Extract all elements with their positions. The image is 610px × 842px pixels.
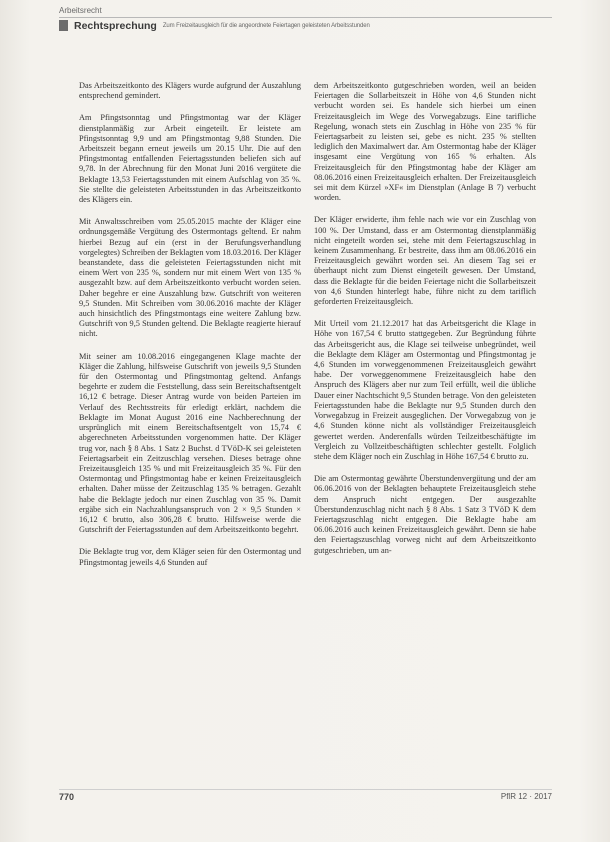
right-column bbox=[314, 81, 536, 568]
paragraph: Der Kläger erwiderte, ihm fehle nach wie vor ein Zuschlag von 100 %. Der Umstand, dass er am Ostermontag dienstplanmäßig nicht eingeteilt worden sei, stehe mit dem Feiertagszuschlag in keinem Zusammenhang. Er bestreite, dass ihm am 08.06.2016 ein Freizeitausgleich gewährt worden sei. An diesem Tag sei er überhaupt nicht zum Dienst eingeteilt gewesen. Der Umstand, dass die Beklagte für die beiden Feiertage nicht die Sollarbeitszeit von 4,6 Stunden hinterlegt habe, führe nicht zu dem tariflich geforderten Freizeitausgleich. bbox=[314, 215, 536, 307]
paragraph: Am Pfingstsonntag und Pfingstmontag war der Kläger dienstplanmäßig zur Arbeit eingeteilt. Er leistete am Pfingstsonntag 9,9 und am Pfingstmontag 9,88 Stunden. Die Arbeitszeit begann erneut jeweils um 20.15 Uhr. Die auf den Pfingstmontag entfallenden Feiertagsstunden beliefen sich auf 9,78. In der Abrechnung für den Monat Juni 2016 vergütete die Beklagte 13,53 Feiertagsstunden mit einem Aufschlag von 35 %. Sie stellte die geleisteten Arbeitsstunden in das Arbeitszeitkonto des Klägers ein. bbox=[79, 113, 301, 205]
footer-rule bbox=[59, 789, 552, 790]
header-rule bbox=[59, 17, 552, 18]
running-header bbox=[59, 19, 553, 32]
section-label: Arbeitsrecht bbox=[59, 6, 102, 15]
paragraph: Die am Ostermontag gewährte Überstundenvergütung und der am 06.06.2016 von der Beklagten behauptete Freizeitausgleich stehe dem Anspruch nicht entgegen. Der ausgezahlte Überstundenzuschlag nicht nach § 8 Abs. 1 Satz 3 TVöD K dem Feiertagszuschlag nicht entgegen. Die Beklagte habe am 06.06.2016 auch keinen Freizeitausgleich gewährt. Denn sie habe den Feiertagszuschlag vorweg nicht auf dem Arbeitszeitkonto gutgeschrieben, um an- bbox=[314, 474, 536, 555]
page-number: 770 bbox=[59, 792, 75, 802]
header-marker-square bbox=[59, 20, 68, 31]
left-column bbox=[79, 81, 301, 580]
paragraph: Das Arbeitszeitkonto des Klägers wurde aufgrund der Auszahlung entsprechend gemindert. bbox=[79, 81, 301, 101]
header-subtitle: Zum Freizeitausgleich für die angeordnete Feiertagen geleisteten Arbeitsstunden bbox=[162, 22, 370, 29]
paragraph: Mit Urteil vom 21.12.2017 hat das Arbeitsgericht die Klage in Höhe von 167,54 € brutto stattgegeben. Zur Begründung führte das Arbeitsgericht aus, die Klage sei teilweise unbegründet, weil die Beklagte dem Kläger am Ostermontag und Pfingstmontag je 4,6 Stunden im vorweggenommenen Freizeitausgleich gewährt habe. Der vorweggenommene Freizeitausgleich habe den Anspruch des Klägers aber nur zum Teil erfüllt, weil die übliche Dauer einer Nachtschicht 9,5 Stunden betrage. Von den geleisteten Feiertagsstunden habe die Beklagte nur 9,5 Stunden durch den Vorwegabzug in Freizeit ausgeglichen. Der Vorwegabzug von je 4,6 Stunden könne nicht als vollständiger Freizeitausgleich gewertet werden. Anderenfalls würden Teilzeitbeschäftigte im Vergleich zu Vollzeitbeschäftigten schlechter gestellt. Folglich stehe dem Kläger noch ein Zuschlag in Höhe 167,54 € brutto zu. bbox=[314, 319, 536, 461]
issue-label: PflR 12 · 2017 bbox=[500, 792, 552, 801]
paragraph: Die Beklagte trug vor, dem Kläger seien für den Ostermontag und Pfingstmontag jeweils 4,6 Stunden auf bbox=[79, 547, 301, 567]
paragraph: Mit Anwaltsschreiben vom 25.05.2015 machte der Kläger eine ordnungsgemäße Vergütung des Ostermontags geltend. Er nahm hierbei Bezug auf ein (erst in der Berufungsverhandlung vorgelegtes) Schreiben der Beklagten vom 18.03.2016. Der Kläger beanstandete, dass die geleisteten Feiertagsstunden nicht mit einem Wert von 235 %, sondern nur mit einem Wert von 135 % ausgezahlt bzw. auf dem Arbeitszeitkonto verbucht worden seien. Daher begehre er eine Auszahlung bzw. Gutschrift von weiteren 9,5 Stunden. Mit Schreiben vom 30.06.2016 machte der Kläger auch hinsichtlich des Pfingstmontags eine weitere Zahlung bzw. Gutschrift von 9,5 Stunden geltend. Die Beklagte reagierte hierauf nicht. bbox=[79, 217, 301, 339]
paragraph: dem Arbeitszeitkonto gutgeschrieben worden, weil an beiden Feiertagen die Sollarbeitszeit in Höhe von 4,6 Stunden nicht verbucht worden sei. Es handele sich hierbei um einen Freizeitausgleich im Wege des Vorwegabzugs. Eine tarifliche Regelung, wonach stets ein Zuschlag in Höhe von 235 % für Feiertagsarbeit zu leisten sei, gebe es nicht. 235 % stellten lediglich den Maximalwert dar. Am Ostermontag habe der Kläger insgesamt eine Vergütung von 165 % erhalten. Als Freizeitausgleich für den Pfingstmontag habe der Kläger am 08.06.2016 einen Freizeitausgleich erhalten. Der Freizeitausgleich sei mit dem Kürzel »XF« im Dienstplan (Anlage B 7) verbucht worden. bbox=[314, 81, 536, 203]
header-title: Rechtsprechung bbox=[74, 19, 157, 32]
paragraph: Mit seiner am 10.08.2016 eingegangenen Klage machte der Kläger die Zahlung, hilfsweise Gutschrift von jeweils 9,5 Stunden für den Ostermontag und Pfingstmontag geltend. Anfangs begehrte er zudem die Feststellung, dass sein Bereitschaftsentgelt 16,12 € betrage. Dieser Antrag wurde von beiden Parteien im Verlauf des Rechtsstreits für erledigt erklärt, nachdem die Beklagte im Monat August 2016 eine Nachberechnung der ursprünglich mit einem Bereitschaftsentgelt von 15,74 € abgerechneten Arbeitsstunden vorgenommen hatte. Der Kläger trug vor, nach § 8 Abs. 1 Satz 2 Buchst. d TVöD-K sei geleisteten Feiertagsarbeit ein Zeitzuschlag versehen. Dieses betrage ohne Freizeitausgleich 135 % und mit Freizeitausgleich 35 %. Für den Ostermontag und Pfingstmontag habe er keinen Freizeitausgleich erhalten. Daher müsse der Zeitzuschlag 135 % betragen. Gezahlt habe die Beklagte jedoch nur einen Zuschlag von 35 %. Damit ergäbe sich ein Nachzahlungsanspruch von 2 × 9,5 Stunden × 16,12 € brutto, also 306,28 € brutto. Hilfsweise werde die Gutschrift der Feiertagsstunden auf dem Arbeitszeitkonto begehrt. bbox=[79, 351, 301, 535]
